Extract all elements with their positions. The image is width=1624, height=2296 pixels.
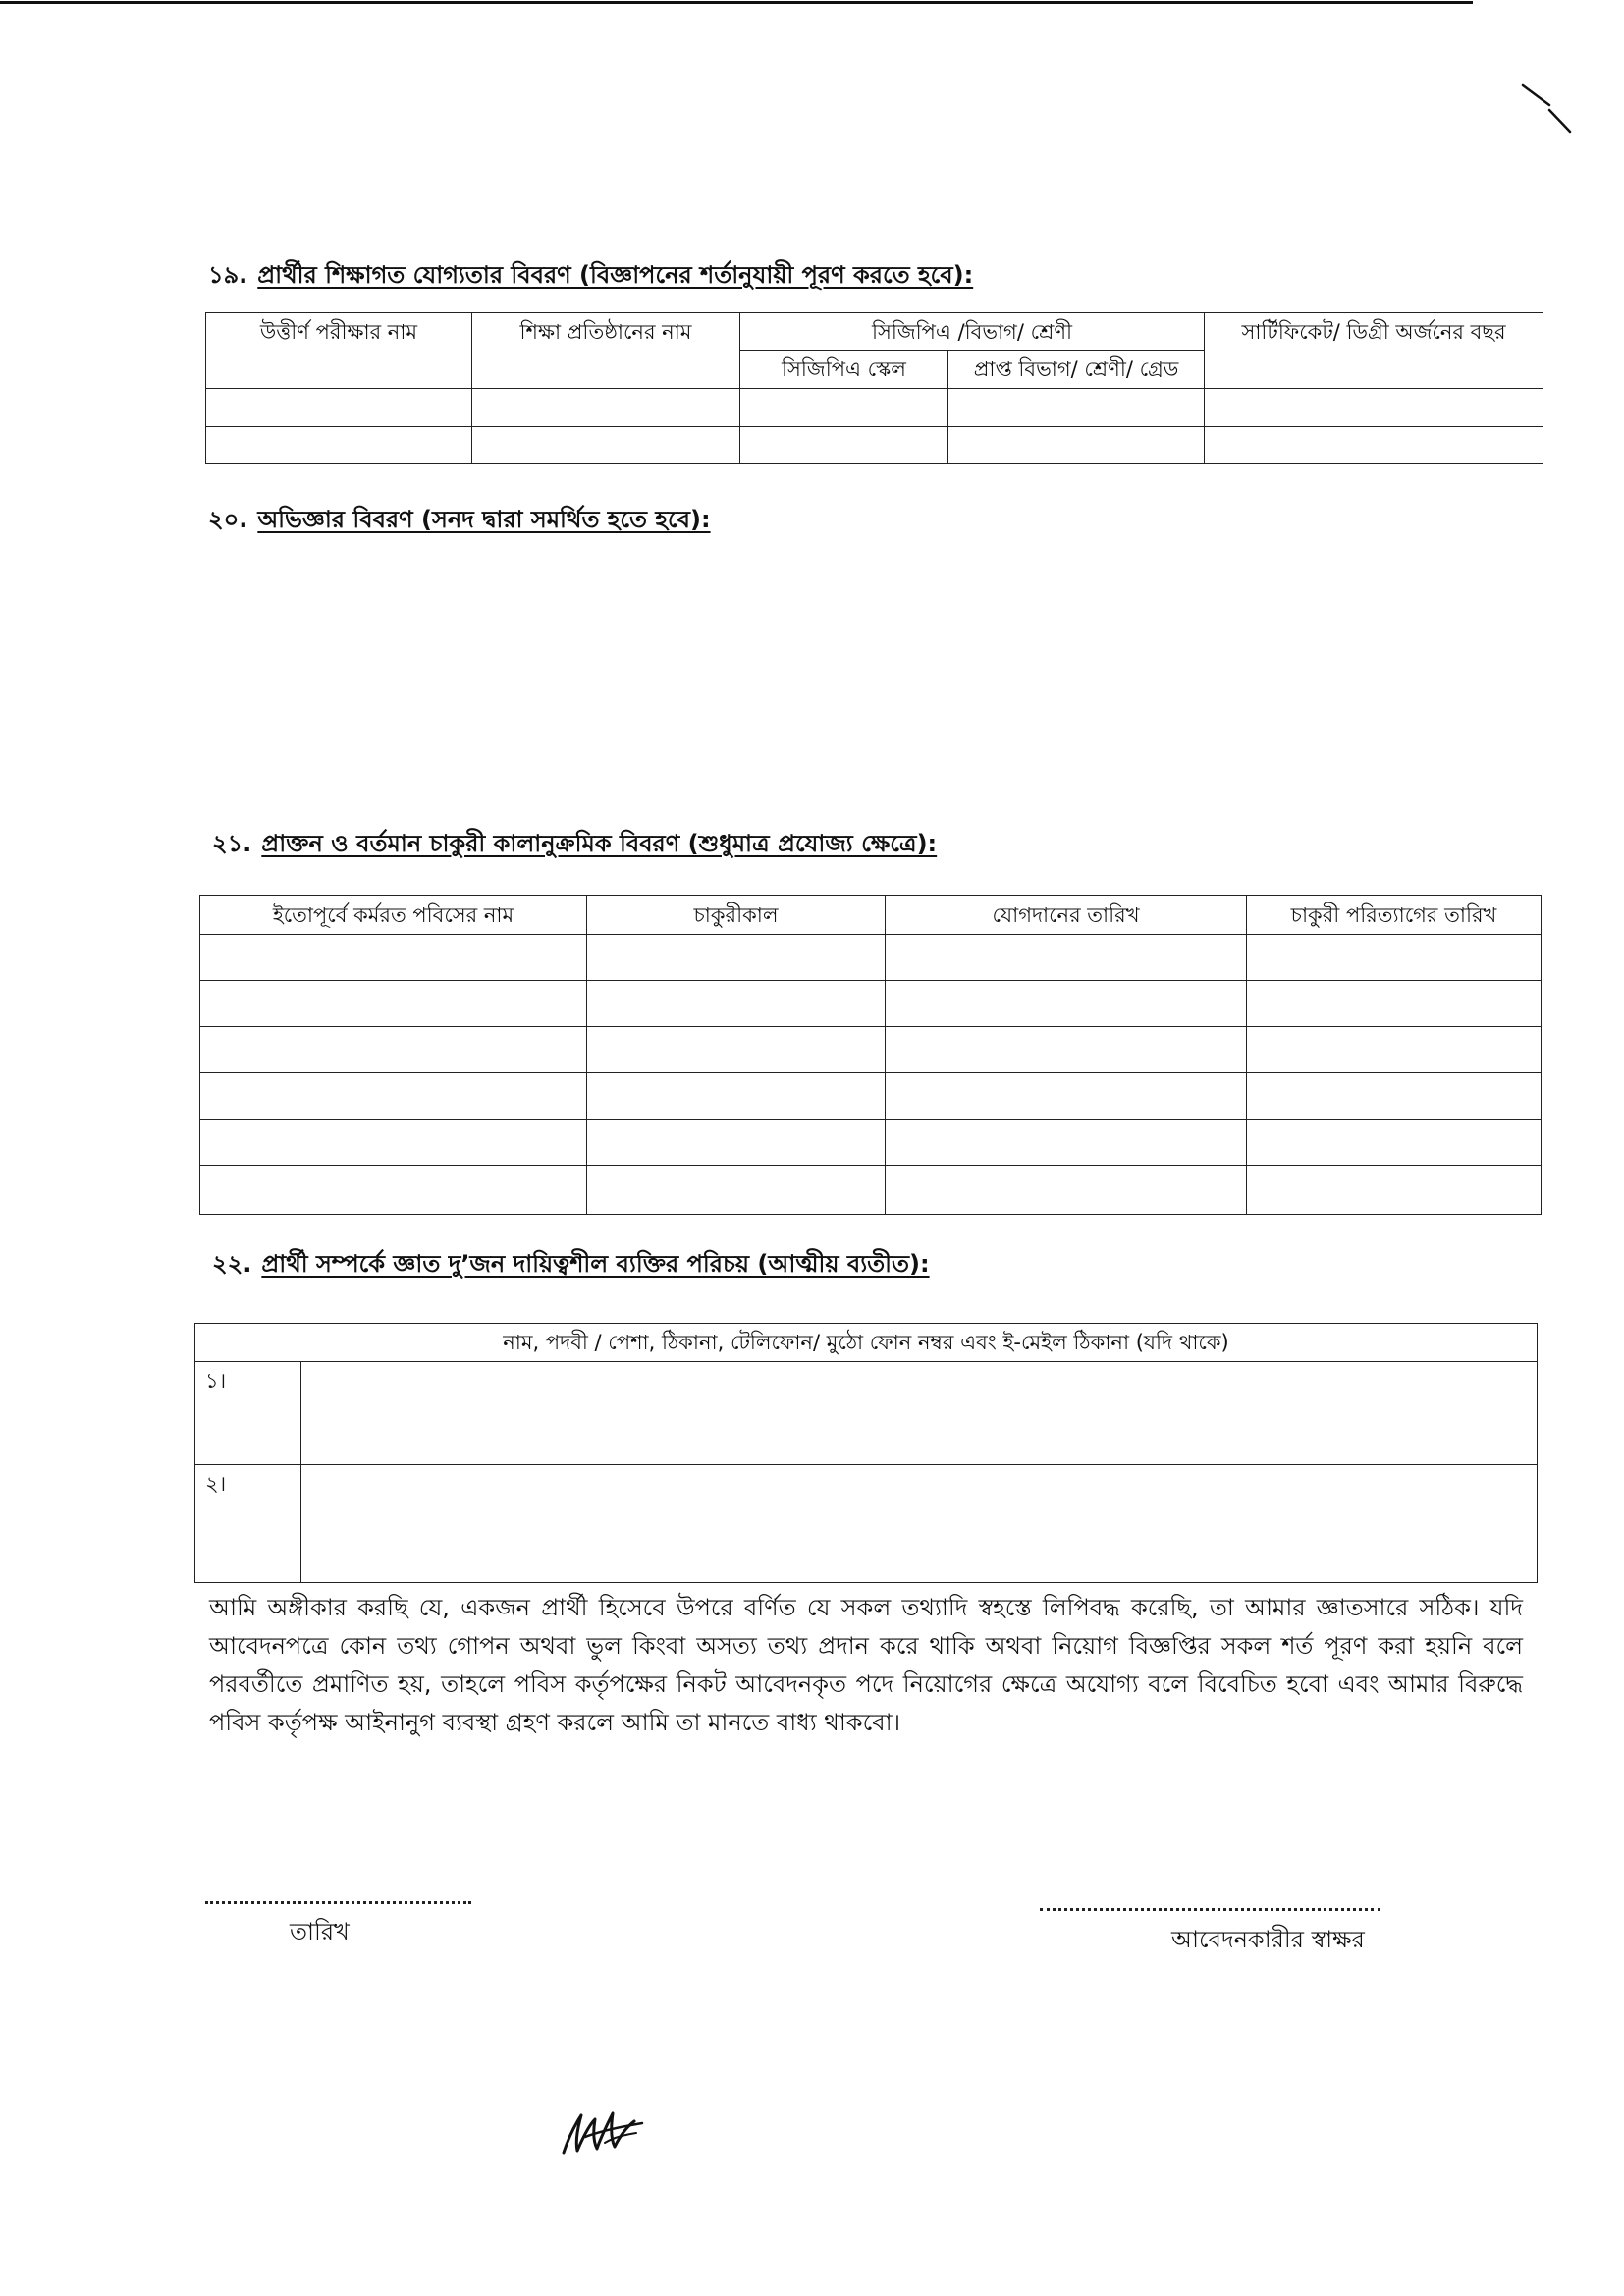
table-cell — [886, 1166, 1247, 1215]
table-cell — [301, 1362, 1538, 1465]
table-cell — [886, 981, 1247, 1027]
header-result: সিজিপিএ /বিভাগ/ শ্রেণী — [740, 313, 1205, 351]
references-table — [194, 1323, 1538, 1583]
section-title: অভিজ্ঞার বিবরণ (সনদ দ্বারা সমর্থিত হতে হবে): — [257, 506, 711, 533]
table-cell — [587, 1120, 886, 1166]
section-number: ১৯. — [208, 261, 248, 289]
section-title: প্রাক্তন ও বর্তমান চাকুরী কালানুক্রমিক বিবরণ (শুধুমাত্র প্রযোজ্য ক্ষেত্রে): — [261, 830, 938, 857]
handwritten-signature-icon — [556, 2098, 650, 2160]
table-cell — [1205, 427, 1543, 464]
table-cell — [301, 1465, 1538, 1583]
table-cell — [200, 1120, 587, 1166]
table-cell — [200, 1166, 587, 1215]
table-cell — [1247, 1027, 1542, 1073]
table-row — [195, 1465, 1538, 1583]
table-row — [200, 1166, 1542, 1215]
table-row — [200, 1027, 1542, 1073]
pen-mark-icon — [1517, 81, 1576, 137]
table-cell — [200, 1073, 587, 1120]
section-19-heading — [208, 259, 973, 291]
signature-dotted-line — [1040, 1908, 1380, 1911]
table-cell — [886, 1073, 1247, 1120]
table-cell — [948, 427, 1205, 464]
table-row — [200, 935, 1542, 981]
table-cell — [1247, 1120, 1542, 1166]
header-previous-pbs: ইতোপূর্বে কর্মরত পবিসের নাম — [200, 896, 587, 935]
section-22-heading — [212, 1248, 930, 1280]
header-service-period: চাকুরীকাল — [587, 896, 886, 935]
header-leaving-date: চাকুরী পরিত্যাগের তারিখ — [1247, 896, 1542, 935]
section-number: ২০. — [208, 506, 248, 533]
table-cell — [200, 981, 587, 1027]
employment-table — [199, 895, 1542, 1215]
table-cell — [1247, 981, 1542, 1027]
table-cell — [206, 389, 472, 427]
header-grade: প্রাপ্ত বিভাগ/ শ্রেণী/ গ্রেড — [948, 351, 1205, 389]
table-row — [206, 389, 1543, 427]
header-exam-name: উত্তীর্ণ পরীক্ষার নাম — [206, 313, 472, 389]
section-number: ২১. — [212, 830, 252, 857]
signature-label: আবেদনকারীর স্বাক্ষর — [1171, 1926, 1365, 1953]
reference-number: ১। — [195, 1362, 301, 1465]
section-20-heading — [208, 504, 711, 535]
table-cell — [587, 1027, 886, 1073]
table-cell — [740, 427, 948, 464]
header-reference-details: নাম, পদবী / পেশা, ঠিকানা, টেলিফোন/ মুঠো ফোন নম্বর এবং ই-মেইল ঠিকানা (যদি থাকে) — [195, 1324, 1538, 1362]
table-cell — [587, 1166, 886, 1215]
table-row — [206, 427, 1543, 464]
section-title: প্রার্থীর শিক্ষাগত যোগ্যতার বিবরণ (বিজ্ঞাপনের শর্তানুযায়ী পূরণ করতে হবে): — [257, 261, 974, 289]
table-cell — [206, 427, 472, 464]
table-cell — [1205, 389, 1543, 427]
table-header-row — [206, 313, 1543, 351]
table-row — [200, 1120, 1542, 1166]
table-cell — [1247, 1166, 1542, 1215]
reference-number: ২। — [195, 1465, 301, 1583]
table-row — [200, 981, 1542, 1027]
header-institution: শিক্ষা প্রতিষ্ঠানের নাম — [472, 313, 740, 389]
table-cell — [948, 389, 1205, 427]
header-year: সার্টিফিকেট/ ডিগ্রী অর্জনের বছর — [1205, 313, 1543, 389]
header-joining-date: যোগদানের তারিখ — [886, 896, 1247, 935]
table-row — [195, 1362, 1538, 1465]
declaration-paragraph: আমি অঙ্গীকার করছি যে, একজন প্রার্থী হিসেবে উপরে বর্ণিত যে সকল তথ্যাদি স্বহস্তে লিপিবদ্ধ করেছি, তা আমার জ্ঞাতসারে সঠিক। যদি আবেদনপত্রে কোন তথ্য গোপন অথবা ভুল কিংবা অসত্য তথ্য প্রদান করে থাকি অথবা নিয়োগ বিজ্ঞপ্তির সকল শর্ত পূরণ করা হয়নি বলে পরবর্তীতে প্রমাণিত হয়, তাহলে পবিস কর্তৃপক্ষের নিকট আবেদনকৃত পদে নিয়োগের ক্ষেত্রে অযোগ্য বলে বিবেচিত হবো এবং আমার বিরুদ্ধে পবিস কর্তৃপক্ষ আইনানুগ ব্যবস্থা গ্রহণ করলে আমি তা মানতে বাধ্য থাকবো। — [209, 1594, 1523, 1736]
date-dotted-line — [205, 1901, 471, 1904]
section-number: ২২. — [212, 1250, 252, 1278]
table-header-row — [195, 1324, 1538, 1362]
section-21-heading — [212, 828, 937, 859]
table-cell — [1247, 1073, 1542, 1120]
table-cell — [886, 935, 1247, 981]
header-cgpa-scale: সিজিপিএ স্কেল — [740, 351, 948, 389]
table-cell — [886, 1027, 1247, 1073]
table-row — [200, 1073, 1542, 1120]
table-cell — [587, 935, 886, 981]
table-cell — [200, 935, 587, 981]
education-table — [205, 312, 1543, 464]
table-cell — [740, 389, 948, 427]
table-cell — [587, 981, 886, 1027]
table-cell — [1247, 935, 1542, 981]
table-cell — [472, 427, 740, 464]
top-border-line — [0, 1, 1473, 4]
table-header-row — [200, 896, 1542, 935]
table-cell — [472, 389, 740, 427]
date-label: তারিখ — [290, 1918, 350, 1945]
section-title: প্রার্থী সম্পর্কে জ্ঞাত দু’জন দায়িত্বশীল ব্যক্তির পরিচয় (আত্মীয় ব্যতীত): — [261, 1250, 930, 1278]
table-cell — [587, 1073, 886, 1120]
table-cell — [886, 1120, 1247, 1166]
table-cell — [200, 1027, 587, 1073]
